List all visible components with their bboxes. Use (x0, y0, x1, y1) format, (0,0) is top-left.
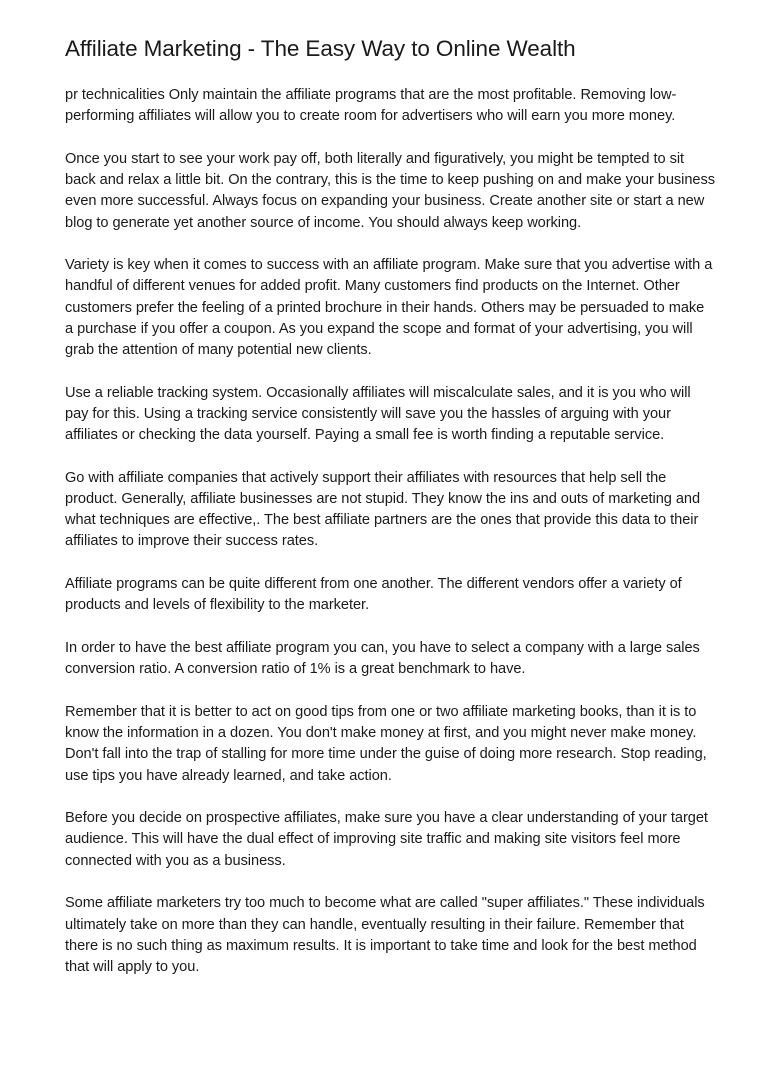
paragraph: Variety is key when it comes to success with an affiliate program. Make sure that you advertise with a handful of different venues for added profit. Many customers find products on the Internet. Other customers prefer the feeling of a printed brochure in their hands. Others may be persuaded to make a purchase if you offer a coupon. As you expand the scope and format of your advertising, you will grab the attention of many potential new clients. (65, 257, 713, 359)
paragraph: pr technicalities Only maintain the affiliate programs that are the most profitable. Removing low-performing affiliates will allow you to create room for advertisers who will earn you more money. (65, 87, 677, 125)
paragraph: In order to have the best affiliate program you can, you have to select a company with a large sales conversion ratio. A conversion ratio of 1% is a great benchmark to have. (65, 640, 700, 678)
paragraph: Before you decide on prospective affiliates, make sure you have a clear understanding of your target audience. This will have the dual effect of improving site traffic and making site visitors feel more connected with you as a business. (65, 810, 708, 869)
paragraph: Go with affiliate companies that actively support their affiliates with resources that help sell the product. Generally, affiliate businesses are not stupid. They know the ins and outs of marketing and what techniques are effective,. The best affiliate partners are the ones that provide this data to their affiliates to improve their success rates. (65, 469, 701, 550)
paragraph: Remember that it is better to act on good tips from one or two affiliate marketing books, than it is to know the information in a dozen. You don't make money at first, and you might never make money. Don't fall into the trap of stalling for more time under the guise of doing more research. Stop reading, use tips you have already learned, and take action. (65, 703, 707, 784)
paragraph: Use a reliable tracking system. Occasionally affiliates will miscalculate sales, and it is you who will pay for this. Using a tracking service consistently will save you the hassles of arguing with your affiliates or checking the data yourself. Paying a small fee is worth finding a reputable service. (65, 384, 691, 444)
paragraph: Some affiliate marketers try too much to become what are called "super affiliates." These individuals ultimately take on more than they can handle, eventually resulting in their failure. Remember that there is no such thing as maximum results. It is important to take time and look for the best method that will apply to you. (65, 895, 705, 975)
paragraph: Affiliate programs can be quite different from one another. The different vendors offer a variety of products and levels of flexibility to the marketer. (65, 576, 682, 614)
document-title: Affiliate Marketing - The Easy Way to Online Wealth (65, 36, 576, 61)
document-page (65, 35, 715, 1000)
paragraph: Once you start to see your work pay off, both literally and figuratively, you might be tempted to sit back and relax a little bit. On the contrary, this is the time to keep pushing on and make your business even more successful. Always focus on expanding your business. Create another site or start a new blog to generate yet another source of income. You should always keep working. (65, 150, 715, 231)
